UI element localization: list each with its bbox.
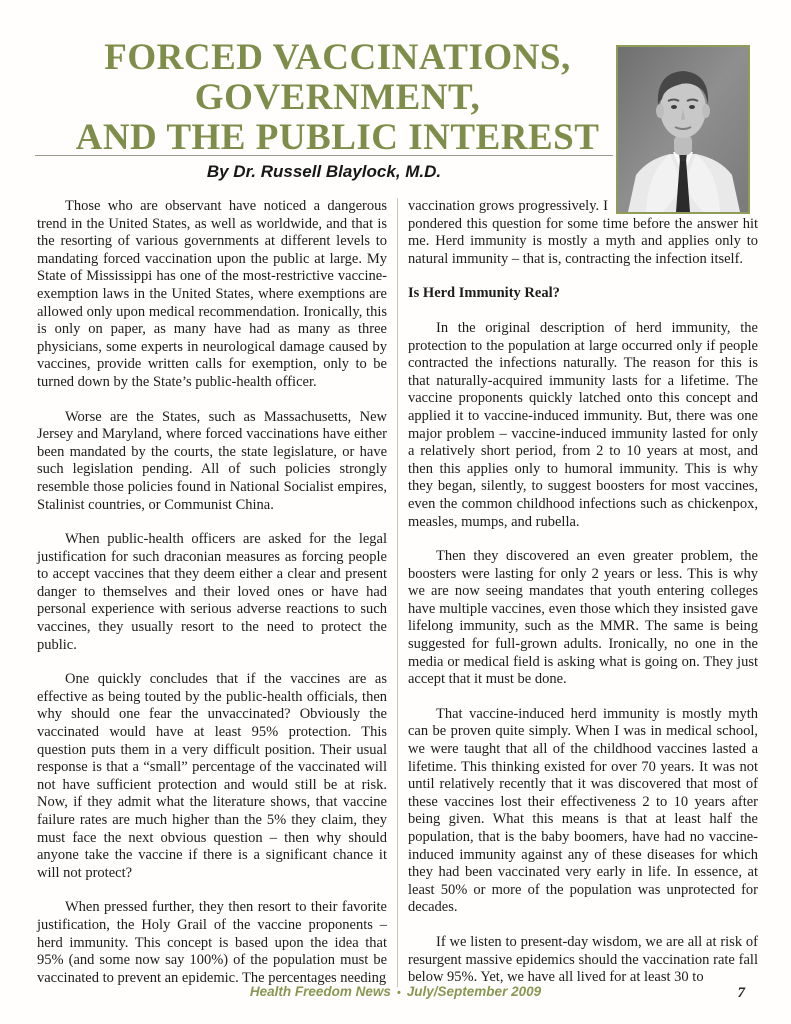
article-column-right [398, 198, 758, 987]
paragraph: When pressed further, they then resort to their favorite justification, the Holy Grail of the vaccine proponents – herd immunity. This concept is based upon the idea that 95% (and some now say 100%) of the population must be vaccinated to prevent an epidemic. The percentages needing [37, 899, 387, 986]
footer-journal-name: Health Freedom News [249, 984, 391, 999]
page-footer [0, 984, 791, 1014]
footer-journal-line [0, 984, 791, 999]
page-title-line-3: AND THE PUBLIC INTEREST [75, 117, 600, 158]
paragraph: Then they discovered an even greater problem, the boosters were lasting for only 2 years or less. This is why we are now seeing mandates that youth entering colleges have multiple vaccines, even those which they insisted gave lifelong immunity, such as the MMR. The same is being suggested for full-grown adults. Ironically, no one in the media or medical field is asking what is going on. They just accept that it must be done. [408, 548, 758, 688]
continuation-paragraph: vaccination grows progressively. I pondered this question for some time before the answer hit me. Herd immunity is mostly a myth and applies only to natural immunity – that is, contracting the infection itself. [408, 198, 758, 267]
paragraph: In the original description of herd immunity, the protection to the population at large occurred only if people contracted the infections naturally. The reason for this is that naturally-acquired immunity lasts for a lifetime. The vaccine proponents quickly latched onto this concept and applied it to vaccine-induced immunity. But, there was one major problem – vaccine-induced immunity lasted for only a relatively short period, from 2 to 10 years at most, and then this applies only to humoral immunity. This is why they began, silently, to suggest boosters for most vaccines, even the common childhood infections such as chickenpox, measles, mumps, and rubella. [408, 319, 758, 530]
article-column-left [37, 198, 397, 987]
author-photo-illustration [618, 47, 748, 212]
page-title-line-1: FORCED VACCINATIONS, [104, 37, 571, 78]
paragraph: When public-health officers are asked for the legal justification for such draconian measures as forcing people to accept vaccines that they deem either a clear and present danger to themselves and their loved ones or have had personal experience with serious adverse reactions to such vaccines, they usually resort to the need to protect the public. [37, 531, 387, 653]
article-title [35, 38, 640, 158]
paragraph: Worse are the States, such as Massachusetts, New Jersey and Maryland, where forced vaccinations have either been mandated by the courts, the state legislature, or have such legislation pending. All of such policies strongly resemble those policies found in National Socialist empires, Stalinist countries, or Communist China. [37, 408, 387, 513]
paragraph: If we listen to present-day wisdom, we are all at risk of resurgent massive epidemics should the vaccination rate fall below 95%. Yet, we have all lived for at least 30 to [408, 933, 758, 986]
byline: By Dr. Russell Blaylock, M.D. [206, 162, 442, 181]
paragraph: Those who are observant have noticed a dangerous trend in the United States, as well as worldwide, and that is the resorting of various governments at different levels to mandating forced vaccination upon the public at large. My State of Mississippi has one of the most-restrictive vaccine-exemption laws in the United States, where exemptions are allowed only upon medical recommendation. Ironically, this is only on paper, as many have had as many as three physicians, some experts in neurological damage caused by vaccines, provide written calls for exemption, only to be turned down by the State’s public-health officer. [37, 198, 387, 390]
paragraph: That vaccine-induced herd immunity is mostly myth can be proven quite simply. When I was in medical school, we were taught that all of the childhood vaccines lasted a lifetime. This thinking existed for over 70 years. It was not until relatively recently that it was discovered that most of these vaccines lost their effectiveness 2 to 10 years after being given. What this means is that at least half the population, that is the baby boomers, have had no vaccine-induced immunity against any of these diseases for which they had been vaccinated very early in life. In essence, at least 50% or more of the population was unprotected for decades. [408, 705, 758, 916]
section-heading: Is Herd Immunity Real? [408, 285, 560, 302]
article-body [37, 198, 759, 987]
paragraph: One quickly concludes that if the vaccines are as effective as being touted by the public-health officials, then why should one fear the unvaccinated? Obviously the vaccinated would have at least 95% protection. This question puts them in a very difficult position. Their usual response is that a “small” percentage of the vaccinated will not have sufficient protection and would still be at risk. Now, if they admit what the literature shows, that vaccine failure rates are much higher than the 5% they claim, they must face the next obvious question – then why should anyone take the vaccine if there is a significant chance it will not protect? [37, 671, 387, 881]
author-photo [616, 45, 750, 214]
photo-wrap-spacer [608, 198, 758, 213]
page-number: 7 [737, 985, 745, 1001]
page-title-line-2: GOVERNMENT, [194, 77, 481, 118]
footer-separator-dot: • [396, 987, 401, 999]
title-divider-rule [35, 155, 613, 156]
footer-issue-date: July/September 2009 [406, 984, 542, 999]
